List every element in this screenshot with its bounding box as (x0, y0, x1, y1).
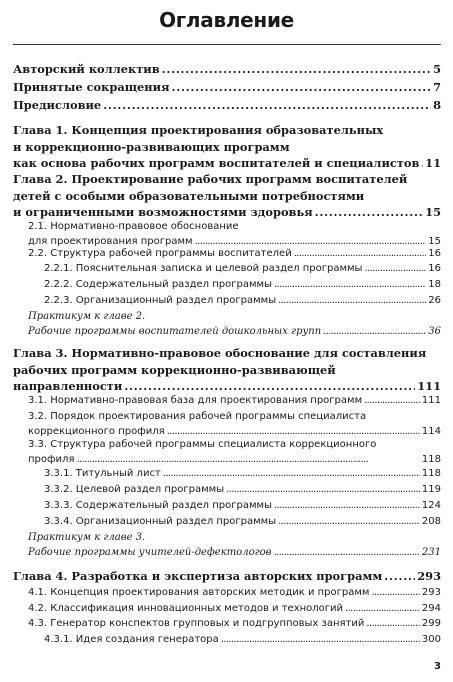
toc-entry-line (44, 263, 441, 275)
toc-page-number: 124 (421, 500, 441, 511)
toc-page-number: 300 (421, 634, 441, 645)
leader-dots (364, 395, 420, 407)
toc-entry-title: 3.3. Структура рабочей программы специалиста коррекционного (28, 439, 377, 450)
leader-dots (273, 547, 419, 559)
toc-entry-line (28, 311, 441, 323)
toc-entry-line (28, 411, 441, 423)
toc-page-number: 231 (421, 547, 441, 558)
leader-dots (172, 81, 432, 94)
toc-entry-line (13, 570, 441, 583)
toc-entry-title: Практикум к главе 2. (28, 311, 146, 322)
toc-page-number: 16 (428, 248, 441, 259)
toc-entry-title: 3.2. Порядок проектирования рабочей программы специалиста (28, 411, 367, 422)
toc-entry-line (13, 347, 441, 360)
toc-entry-line (13, 190, 441, 203)
toc-entry-line (44, 634, 441, 646)
toc-entry-title: Глава 3. Нормативно-правовое обоснование для составления (13, 346, 427, 360)
toc-page-number: 293 (417, 569, 441, 583)
toc-entry-line (44, 468, 441, 480)
leader-dots (167, 426, 420, 438)
leader-dots (195, 236, 427, 248)
toc-entry-line (28, 532, 441, 544)
toc-entry-title: 4.3.1. Идея создания генератора (44, 634, 219, 645)
toc-entry-line (28, 236, 441, 248)
toc-entry-title: Практикум к главе 3. (28, 532, 146, 543)
toc-page-number: 15 (428, 235, 441, 247)
toc-entry-line (13, 364, 441, 377)
leader-dots (315, 206, 424, 219)
toc-entry-line (28, 221, 441, 233)
page-title: Оглавление (159, 8, 294, 32)
toc-entry-title: и ограниченными возможностями здоровья (13, 205, 313, 219)
toc-entry-line (28, 547, 441, 559)
toc-page-number: 114 (421, 425, 441, 437)
toc-page-number: 8 (433, 98, 441, 112)
toc-entry-line (13, 81, 441, 94)
toc-entry-title: 3.1. Нормативно-правовая база для проектирования программ (28, 395, 363, 406)
toc-page-number: 118 (421, 468, 441, 479)
leader-dots (384, 570, 415, 583)
toc-page-number: 111 (417, 379, 441, 393)
toc-entry-title: 3.3.4. Организационный раздел программы (44, 516, 277, 527)
toc-page-number: 11 (425, 156, 441, 170)
leader-dots (323, 326, 426, 338)
toc-entry-line (28, 248, 441, 260)
toc-entry-line (28, 618, 441, 630)
toc-page-number: 36 (428, 326, 441, 337)
toc-entry-line (44, 516, 441, 528)
toc-page-number: 7 (433, 80, 441, 94)
toc-entry-line (13, 157, 441, 170)
toc-entry-line (28, 454, 441, 466)
leader-dots (278, 295, 426, 307)
toc-page-number: 16 (428, 263, 441, 274)
toc-entry-line (44, 279, 441, 291)
toc-page-number: 294 (421, 603, 441, 614)
leader-dots (103, 99, 431, 112)
toc-entry-line (28, 603, 441, 615)
toc-entry-title: 4.3. Генератор конспектов групповых и подгрупповых занятий (28, 618, 365, 629)
toc-entry-title: Глава 4. Разработка и экспертиза авторских программ (13, 569, 383, 583)
toc-entry-title: коррекционного профиля (28, 425, 165, 437)
toc-entry-title: 2.2.2. Содержательный раздел программы (44, 279, 272, 290)
toc-entry-title: 2.1. Нормативно-правовое обоснование (28, 221, 239, 232)
toc-entry-title: Рабочие программы учителей-дефектологов (28, 547, 272, 558)
toc-entry-title: и коррекционно-развивающих программ (13, 139, 290, 154)
toc-page-number: 119 (421, 484, 441, 495)
toc-entry-title: для проектирования программ (28, 235, 193, 247)
toc-entry-title: Рабочие программы воспитателей дошкольных групп (28, 326, 322, 337)
leader-dots (163, 468, 420, 480)
toc-entry-line (28, 395, 441, 407)
toc-entry-title: как основа рабочих программ воспитателей и специалистов (13, 156, 420, 170)
toc-entry-title: Авторский коллектив (13, 62, 160, 76)
toc-entry-line (13, 124, 441, 137)
toc-entry-title: 2.2.1. Пояснительная записка и целевой раздел программы (44, 263, 363, 274)
toc-entry-line (13, 141, 441, 154)
toc-page-number: 26 (428, 295, 441, 306)
leader-dots (278, 516, 420, 528)
toc-page-number: 15 (425, 205, 441, 219)
toc-entry-title: 2.2.3. Организационный раздел программы (44, 295, 277, 306)
leader-dots (371, 587, 419, 599)
toc-entry-title: 3.3.3. Содержательный раздел программы (44, 500, 272, 511)
leader-dots (294, 248, 427, 260)
toc-page-number: 111 (421, 395, 441, 406)
leader-dots (274, 500, 420, 512)
toc-entry-line (44, 295, 441, 307)
leader-dots (364, 263, 426, 275)
leader-dots (124, 380, 415, 393)
toc-entry-title: профиля (28, 453, 75, 465)
toc-entry-title: 4.2. Классификация инновационных методов и технологий (28, 603, 344, 614)
toc-page-number: 293 (421, 587, 441, 598)
toc-entry-title: рабочих программ коррекционно-развивающей (13, 362, 336, 377)
toc-entry-line (28, 439, 441, 451)
toc-entry-title: 3.3.1. Титульный лист (44, 468, 161, 479)
page-number: 3 (434, 661, 441, 672)
leader-dots (226, 484, 420, 496)
toc-entry-title: Глава 1. Концепция проектирования образовательных (13, 123, 384, 137)
toc-entry-line (13, 173, 441, 186)
toc-page-number: 208 (421, 516, 441, 527)
toc-entry-line (28, 587, 441, 599)
toc-entry-title: направленности (13, 379, 123, 393)
toc-entry-title: Принятые сокращения (13, 80, 170, 94)
toc-page-number: 5 (433, 62, 441, 76)
toc-entry-line (28, 326, 441, 338)
toc-page-number: 18 (428, 279, 441, 290)
leader-dots (421, 157, 423, 170)
toc-entry-title: Глава 2. Проектирование рабочих программ воспитателей (13, 172, 408, 186)
leader-dots (345, 603, 420, 615)
toc-entry-title: 3.3.2. Целевой раздел программы (44, 484, 225, 495)
leader-dots (221, 634, 420, 646)
toc-entry-title: Предисловие (13, 98, 102, 112)
leader-dots (162, 63, 431, 76)
toc-entry-line (13, 380, 441, 393)
toc-entry-line (28, 426, 441, 438)
toc-entry-title: 2.2. Структура рабочей программы воспитателей (28, 248, 292, 259)
toc-page-number: 118 (421, 453, 441, 465)
leader-dots (274, 279, 426, 291)
toc-entry-line (13, 206, 441, 219)
leader-dots (76, 454, 419, 466)
leader-dots (366, 618, 420, 630)
toc-entry-line (13, 99, 441, 112)
toc-entry-line (13, 63, 441, 76)
toc-entry-title: детей с особыми образовательными потребностями (13, 188, 365, 203)
toc-page-number: 299 (421, 618, 441, 629)
toc-entry-line (44, 484, 441, 496)
top-rule (13, 44, 441, 45)
toc-entry-line (44, 500, 441, 512)
toc-entry-title: 4.1. Концепция проектирования авторских методик и программ (28, 587, 370, 598)
